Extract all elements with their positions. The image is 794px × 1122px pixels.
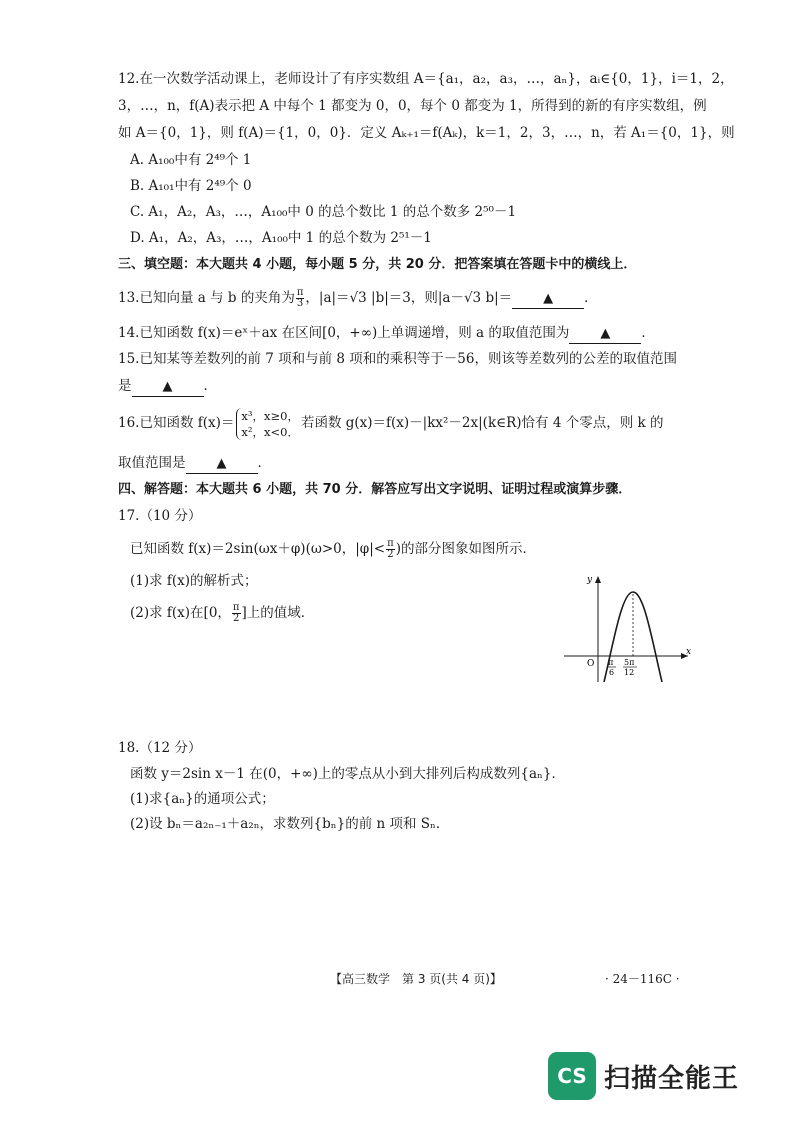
footer-code: · 24－116C · (605, 972, 680, 986)
sine-graph (560, 570, 700, 690)
q12-line-3: 如 A＝{0，1}，则 f(A)＝{1，0，0}．定义 Aₖ₊₁＝f(Aₖ)，k＝1，2，3，…，n，若 A₁＝{0，1}，则 (118, 125, 735, 141)
x-label: x (686, 647, 692, 657)
triangle-icon: ▲ (543, 291, 554, 306)
triangle-icon: ▲ (162, 379, 173, 394)
q16-piecewise: x³，x≥0， x²，x<0． (236, 408, 299, 440)
q18-part-1: (1)求{aₙ}的通项公式； (130, 791, 275, 807)
q14-text: 14.已知函数 f(x)＝eˣ＋ax 在区间[0，+∞)上单调递增，则 a 的取值范围为 (118, 325, 570, 341)
footer-page-info: 【高三数学 第 3 页(共 4 页)】 (330, 972, 502, 986)
q17-part-1: (1)求 f(x)的解析式； (130, 573, 258, 589)
q12-option-c: C. A₁，A₂，A₃，…，A₁₀₀中 0 的总个数比 1 的总个数多 2⁵⁰－1 (130, 204, 517, 220)
q15-answer-blank (132, 377, 204, 397)
q13-answer-blank (512, 289, 584, 309)
q17-heading: 17.（10 分） (118, 508, 202, 524)
tick-pi-6-num: π (608, 658, 614, 667)
q17-stem: 已知函数 f(x)＝2sin(ωx＋φ)(ω>0，|φ|< $\frac{\pi}{2}$ )的部分图象如图所示． (130, 538, 536, 560)
q14: 14.已知函数 f(x)＝eˣ＋ax 在区间[0，+∞)上单调递增，则 a 的取值范围为 ▲ ． (118, 324, 655, 344)
camscanner-logo-icon: CS (548, 1052, 596, 1100)
q12-option-b: B. A₁₀₁中有 2⁴⁹个 0 (130, 178, 252, 194)
q13: 13.已知向量 a 与 b 的夹角为 $\frac{\pi}{3}$ ，|a|＝√3 |b|＝3，则|a－√3 b|＝ ▲ ． (118, 287, 598, 309)
tick-5pi-12-num: 5π (624, 658, 635, 667)
triangle-icon: ▲ (216, 456, 227, 471)
section-3-heading: 三、填空题：本大题共 4 小题，每小题 5 分，共 20 分．把答案填在答题卡中的横线上． (118, 257, 637, 272)
q18-stem: 函数 y＝2sin x－1 在(0，+∞)上的零点从小到大排列后构成数列{aₙ}． (130, 766, 565, 782)
q12-line-2: 3，…，n，f(A)表示把 A 中每个 1 都变为 0，0，每个 0 都变为 1，所得到的新的有序实数组，例 (118, 98, 707, 114)
q18-part-2: (2)设 bₙ＝a₂ₙ₋₁＋a₂ₙ，求数列{bₙ}的前 n 项和 Sₙ． (130, 816, 450, 832)
q13-pre: 13.已知向量 a 与 b 的夹角为 (118, 290, 295, 306)
q12-option-d: D. A₁，A₂，A₃，…，A₁₀₀中 1 的总个数为 2⁵¹－1 (130, 230, 432, 246)
triangle-icon: ▲ (600, 326, 611, 341)
q17-part-2: (2)求 f(x)在[0， $\frac{\pi}{2}$ ]上的值域． (130, 602, 315, 624)
q12-line-1: 12.在一次数学活动课上，老师设计了有序实数组 A＝{a₁，a₂，a₃，…，aₙ}，aᵢ∈{0，1}，i＝1，2， (118, 71, 734, 87)
q18-heading: 18.（12 分） (118, 740, 202, 756)
tick-5pi-12-den: 12 (624, 668, 635, 677)
section-4-heading: 四、解答题：本大题共 6 小题，共 70 分．解答应写出文字说明、证明过程或演算步骤． (118, 482, 632, 497)
q13-post: ，|a|＝√3 |b|＝3，则|a－√3 b|＝ (305, 290, 513, 306)
q13-fraction: $\frac{\pi}{3}$ (296, 287, 304, 309)
y-axis-arrow (595, 576, 601, 583)
q14-answer-blank (569, 324, 641, 344)
q15-line-1: 15.已知某等差数列的前 7 项和与前 8 项和的乘积等于－56，则该等差数列的公差的取值范围 (118, 351, 677, 367)
q16-line-1: 16.已知函数 f(x)＝ x³，x≥0， x²，x<0． 若函数 g(x)＝f(x)－|kx²－2x|(k∈R)恰有 4 个零点，则 k 的 (118, 408, 664, 439)
camscanner-watermark (548, 1052, 739, 1100)
q12-option-a: A. A₁₀₀中有 2⁴⁹个 1 (130, 152, 252, 168)
camscanner-label: 扫描全能王 (604, 1063, 740, 1094)
origin-label: O (587, 659, 595, 669)
q16-answer-blank (186, 454, 258, 474)
q16-line-2: 取值范围是 ▲ ． (118, 454, 271, 474)
tick-pi-6-den: 6 (609, 668, 615, 677)
q15-line-2: 是 ▲ ． (118, 377, 217, 397)
y-label: y (587, 575, 593, 585)
